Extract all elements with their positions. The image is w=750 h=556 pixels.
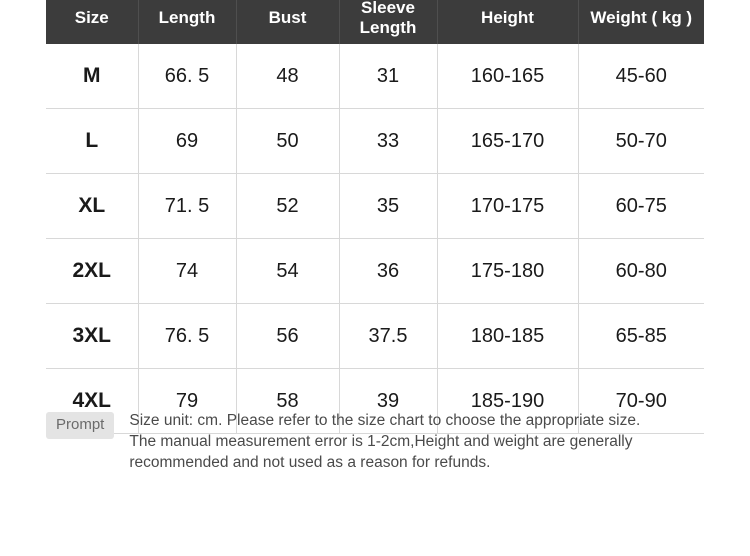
cell-size: L <box>46 109 138 174</box>
table-row <box>46 109 704 174</box>
size-chart-table <box>46 0 704 434</box>
cell-weight: 65-85 <box>578 304 704 369</box>
cell-height: 170-175 <box>437 174 578 239</box>
cell-length: 76. 5 <box>138 304 236 369</box>
cell-size: 4XL <box>46 369 138 434</box>
cell-sleeve: 31 <box>339 44 437 109</box>
cell-size: XL <box>46 174 138 239</box>
prompt-badge: Prompt <box>46 412 114 439</box>
cell-bust: 54 <box>236 239 339 304</box>
cell-bust: 50 <box>236 109 339 174</box>
prompt-line-1: Size unit: cm. Please refer to the size chart to choose the appropriate size. <box>129 412 641 429</box>
header-bust: Bust <box>236 0 339 44</box>
cell-sleeve: 37.5 <box>339 304 437 369</box>
prompt-line-2: The manual measurement error is 1-2cm,Height and weight are generally <box>129 433 633 450</box>
cell-height: 185-190 <box>437 369 578 434</box>
cell-length: 79 <box>138 369 236 434</box>
cell-size: 2XL <box>46 239 138 304</box>
table-row <box>46 304 704 369</box>
table-header-row <box>46 0 704 44</box>
cell-height: 180-185 <box>437 304 578 369</box>
prompt-text <box>129 410 716 473</box>
cell-length: 69 <box>138 109 236 174</box>
header-length: Length <box>138 0 236 44</box>
cell-sleeve: 35 <box>339 174 437 239</box>
table-header <box>46 0 704 44</box>
cell-weight: 45-60 <box>578 44 704 109</box>
table-body <box>46 44 704 434</box>
cell-bust: 58 <box>236 369 339 434</box>
table-row <box>46 44 704 109</box>
table-row <box>46 239 704 304</box>
cell-bust: 48 <box>236 44 339 109</box>
cell-sleeve: 36 <box>339 239 437 304</box>
header-size: Size <box>46 0 138 44</box>
header-height: Height <box>437 0 578 44</box>
cell-sleeve: 39 <box>339 369 437 434</box>
header-weight: Weight ( kg ) <box>578 0 704 44</box>
cell-weight: 60-80 <box>578 239 704 304</box>
cell-height: 160-165 <box>437 44 578 109</box>
cell-weight: 50-70 <box>578 109 704 174</box>
cell-length: 66. 5 <box>138 44 236 109</box>
header-sleeve-length: Sleeve Length <box>339 0 437 44</box>
cell-height: 165-170 <box>437 109 578 174</box>
cell-length: 74 <box>138 239 236 304</box>
table-row <box>46 174 704 239</box>
cell-bust: 52 <box>236 174 339 239</box>
cell-bust: 56 <box>236 304 339 369</box>
cell-size: M <box>46 44 138 109</box>
cell-sleeve: 33 <box>339 109 437 174</box>
cell-length: 71. 5 <box>138 174 236 239</box>
cell-weight: 70-90 <box>578 369 704 434</box>
prompt-section <box>46 410 716 473</box>
cell-weight: 60-75 <box>578 174 704 239</box>
cell-size: 3XL <box>46 304 138 369</box>
cell-height: 175-180 <box>437 239 578 304</box>
prompt-line-3: recommended and not used as a reason for refunds. <box>129 454 491 471</box>
